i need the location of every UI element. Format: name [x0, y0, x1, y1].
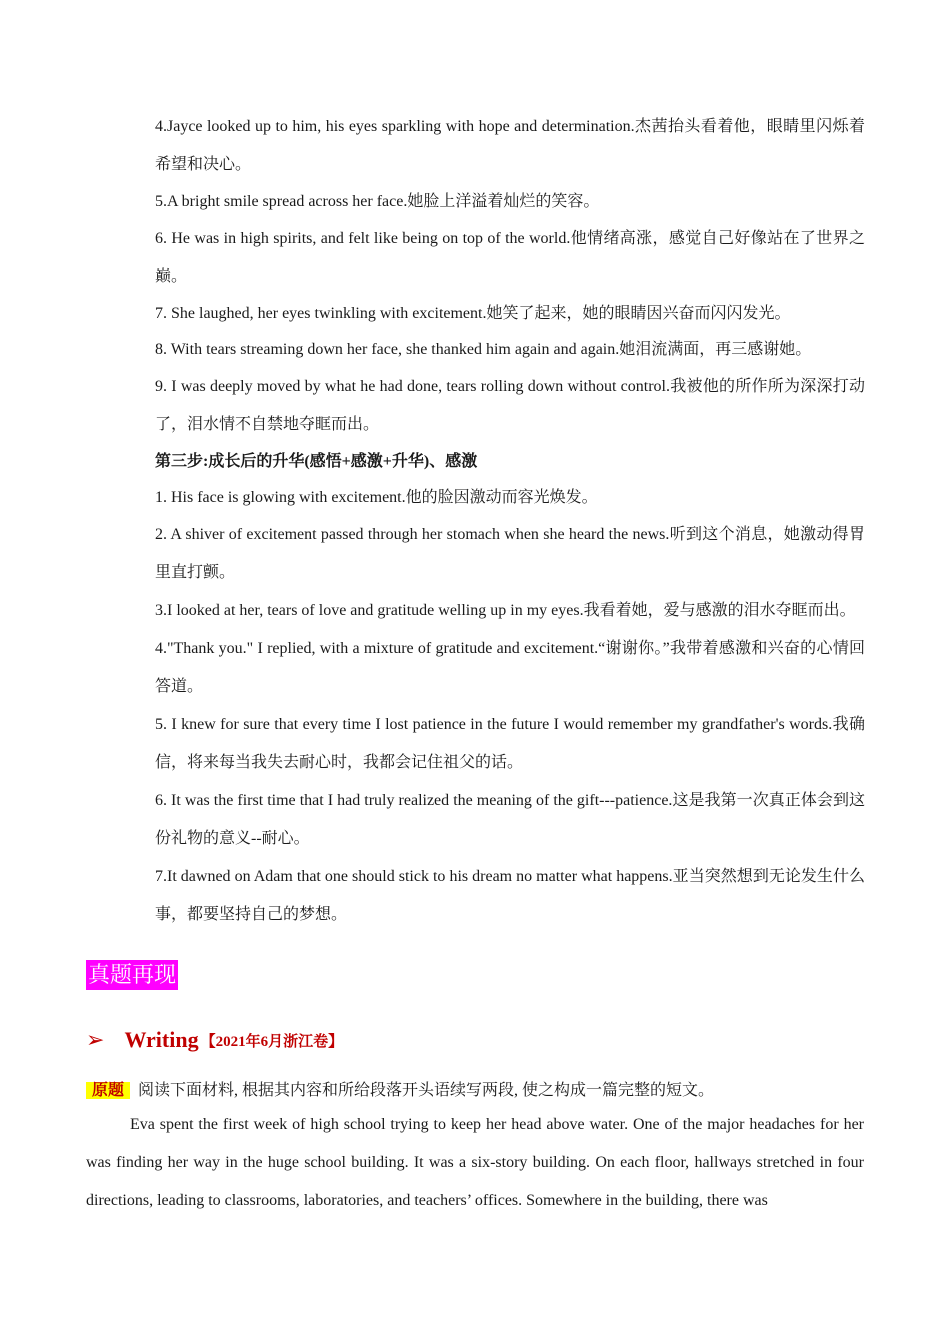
- sentence-b-4: 4."Thank you." I replied, with a mixture of gratitude and excitement.“谢谢你。”我带着感激和兴奋的心情回答道。: [155, 640, 865, 695]
- reading-passage: Eva spent the first week of high school trying to keep her head above water. One of the major headaches for her was finding her way in the huge school building. It was a six-story building. On each floor, hallways stretched in four directions, leading to classrooms, laboratories, and teachers’ offices. Somewhere in the building, there was: [86, 1116, 864, 1209]
- sentence-b-6: 6. It was the first time that I had truly realized the meaning of the gift---patience.这是我第一次真正体会到这份礼物的意义--耐心。: [155, 792, 865, 847]
- sentence-a-8: 8. With tears streaming down her face, she thanked him again and again.她泪流满面，再三感谢她。: [155, 341, 812, 358]
- sentence-list: [155, 108, 865, 934]
- sentence-a-4: 4.Jayce looked up to him, his eyes sparkling with hope and determination.杰茜抬头看着他，眼睛里闪烁着希望和决心。: [155, 118, 865, 173]
- original-question-tag: 原题: [86, 1082, 130, 1099]
- writing-heading: [86, 1023, 343, 1057]
- sentence-b-2: 2. A shiver of excitement passed through her stomach when she heard the news.听到这个消息，她激动得胃里直打颤。: [155, 526, 865, 581]
- sentence-a-5: 5.A bright smile spread across her face.她脸上洋溢着灿烂的笑容。: [155, 193, 600, 210]
- step3-heading: 第三步:成长后的升华(感悟+感激+升华)、感激: [155, 453, 478, 470]
- sentence-b-7: 7.It dawned on Adam that one should stick to his dream no matter what happens.亚当突然想到无论发生什么事，都要坚持自己的梦想。: [155, 868, 865, 923]
- sentence-b-5: 5. I knew for sure that every time I lost patience in the future I would remember my grandfather's words.我确信，将来每当我失去耐心时，我都会记住祖父的话。: [155, 716, 865, 771]
- arrow-bullet-icon: ➢: [86, 1027, 105, 1052]
- instruction-line: [86, 1078, 866, 1104]
- sentence-a-6: 6. He was in high spirits, and felt like being on top of the world.他情绪高涨，感觉自己好像站在了世界之巅。: [155, 230, 865, 285]
- writing-source: 【2021年6月浙江卷】: [200, 1033, 344, 1050]
- writing-title: Writing: [124, 1027, 199, 1052]
- section-banner: 真题再现: [86, 960, 178, 990]
- instruction-text: 阅读下面材料, 根据其内容和所给段落开头语续写两段, 使之构成一篇完整的短文。: [138, 1082, 715, 1099]
- sentence-a-7: 7. She laughed, her eyes twinkling with excitement.她笑了起来，她的眼睛因兴奋而闪闪发光。: [155, 305, 791, 322]
- sentence-a-9: 9. I was deeply moved by what he had done, tears rolling down without control.我被他的所作所为深深打动了，泪水情不自禁地夺眶而出。: [155, 378, 865, 433]
- sentence-b-1: 1. His face is glowing with excitement.他的脸因激动而容光焕发。: [155, 489, 598, 506]
- sentence-b-3: 3.I looked at her, tears of love and gratitude welling up in my eyes.我看着她，爱与感激的泪水夺眶而出。: [155, 602, 856, 619]
